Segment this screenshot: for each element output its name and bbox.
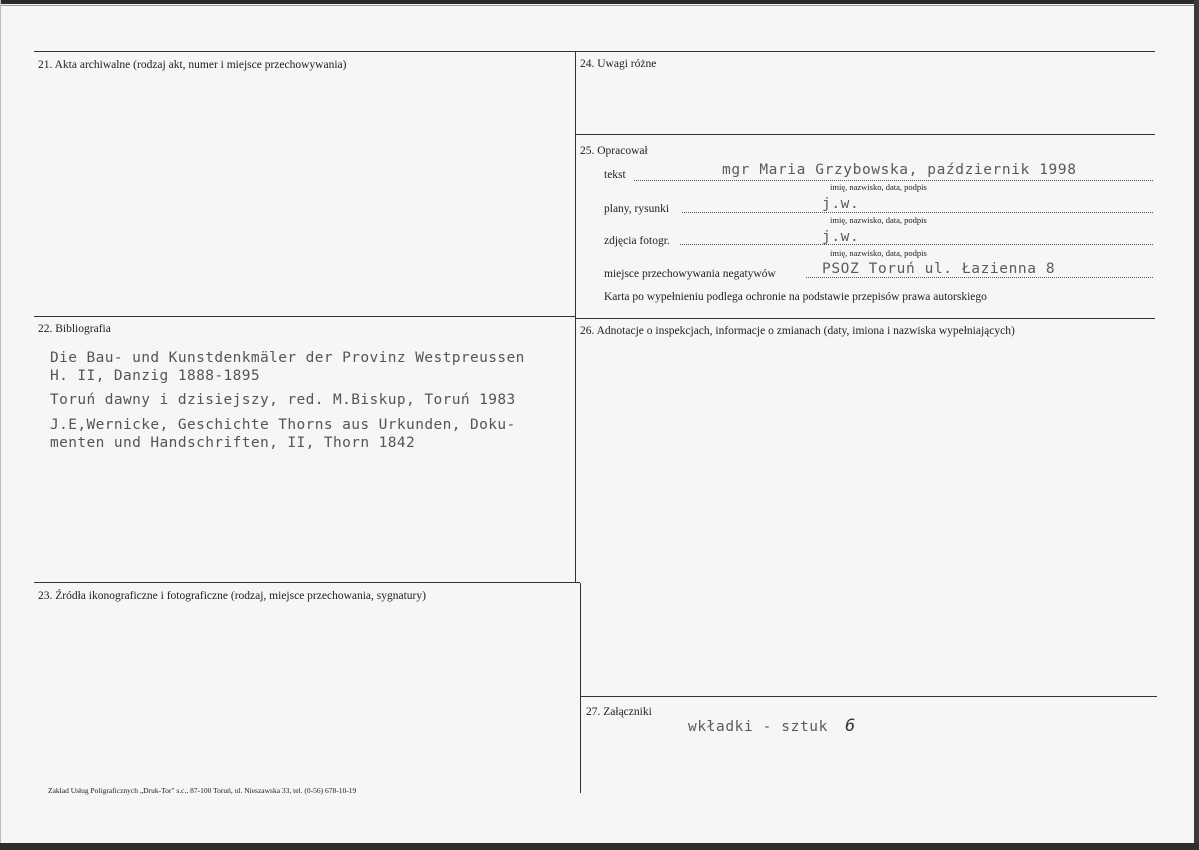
bibliography-entry-1-line1: Die Bau- und Kunstdenkmäler der Provinz Westpreussen (50, 350, 525, 366)
zdjecia-label: zdjęcia fotogr. (604, 235, 670, 247)
paper-edge-line (0, 5, 1199, 6)
copyright-note: Karta po wypełnieniu podlega ochronie na podstawie przepisów prawa autorskiego (604, 291, 987, 303)
paper-edge-bottom (0, 843, 1199, 850)
bibliography-entry-3 (50, 416, 516, 452)
rule-27-top (580, 696, 1157, 697)
bibliography-entry-1-line2: H. II, Danzig 1888-1895 (50, 368, 260, 384)
bibliography-entry-3-line1: J.E,Wernicke, Geschichte Thorns aus Urkunden, Doku- (50, 417, 516, 433)
section-24-label: 24. Uwagi różne (580, 58, 657, 70)
bibliography-entry-1 (50, 349, 525, 385)
rule-23-top (34, 582, 580, 583)
miejsce-label: miejsce przechowywania negatywów (604, 268, 776, 280)
zdjecia-line (680, 244, 1153, 245)
section-21-label: 21. Akta archiwalne (rodzaj akt, numer i miejsce przechowywania) (38, 59, 347, 71)
rule-26-top (575, 318, 1155, 319)
rule-22-top (34, 316, 575, 317)
section-23-label: 23. Źródła ikonograficzne i fotograficzne (rodzaj, miejsce przechowania, sygnatury) (38, 590, 426, 602)
tekst-line (634, 180, 1153, 181)
tekst-value: mgr Maria Grzybowska, październik 1998 (722, 162, 1077, 178)
plany-line (682, 212, 1153, 213)
miejsce-line (806, 277, 1153, 278)
attachments-value: wkładki - sztuk (688, 719, 828, 735)
plany-caption: imię, nazwisko, data, podpis (830, 215, 927, 225)
paper-edge-top (0, 0, 1199, 4)
section-26-label: 26. Adnotacje o inspekcjach, informacje o zmianach (daty, imiona i nazwiska wypełniających) (580, 325, 1015, 337)
attachments-count: 6 (845, 716, 856, 736)
paper-edge-left (0, 0, 1, 850)
bibliography-entry-3-line2: menten und Handschriften, II, Thorn 1842 (50, 435, 416, 451)
paper-edge-right (1194, 0, 1199, 850)
tekst-label: tekst (604, 169, 626, 181)
plany-value: j.w. (822, 196, 860, 212)
rule-top (34, 51, 1155, 52)
rule-25-top (575, 134, 1155, 135)
section-22-label: 22. Bibliografia (38, 323, 111, 335)
bibliography-entry-2-line1: Toruń dawny i dzisiejszy, red. M.Biskup, Toruń 1983 (50, 392, 516, 408)
rule-middle-upper (575, 51, 576, 583)
bibliography-entry-2 (50, 391, 516, 409)
section-27-label: 27. Załączniki (586, 706, 652, 718)
zdjecia-value: j.w. (822, 229, 860, 245)
section-25-label: 25. Opracował (580, 145, 648, 157)
plany-label: plany, rysunki (604, 203, 670, 215)
rule-middle-lower (580, 583, 581, 793)
printer-footer: Zakład Usług Poligraficznych „Druk-Tor" s.c., 87-100 Toruń, ul. Nieszawska 33, tel. (0-56) 678-10-19 (48, 786, 357, 795)
miejsce-value: PSOZ Toruń ul. Łazienna 8 (822, 261, 1056, 277)
zdjecia-caption: imię, nazwisko, data, podpis (830, 248, 927, 258)
tekst-caption: imię, nazwisko, data, podpis (830, 182, 927, 192)
